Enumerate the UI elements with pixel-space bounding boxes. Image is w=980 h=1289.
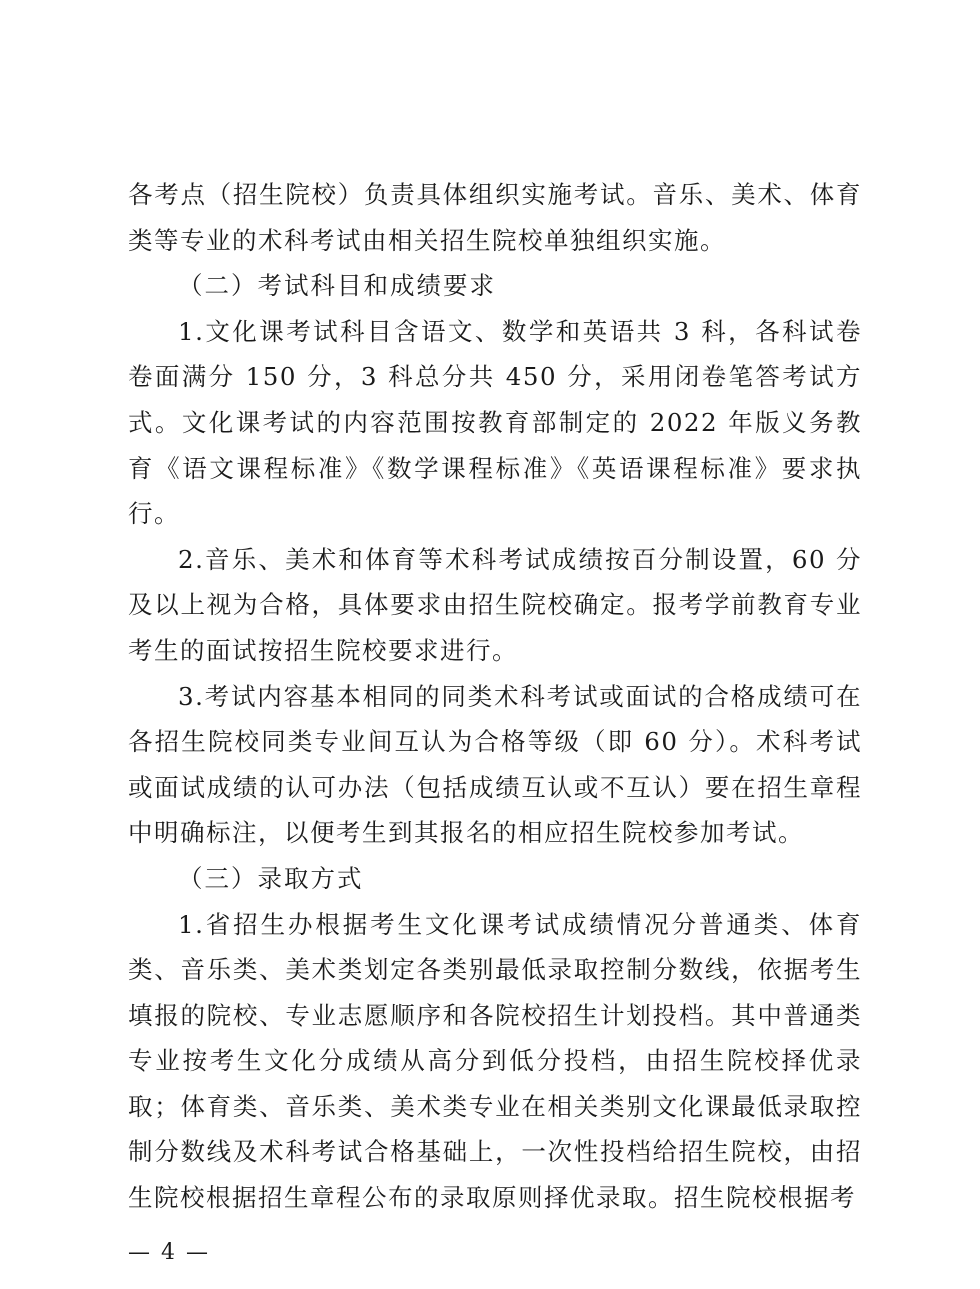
paragraph-culture-subjects: 1.文化课考试科目含语文、数学和英语共 3 科，各科试卷卷面满分 150 分，3 科总分共 450 分，采用闭卷笔答考试方式。文化课考试的内容范围按教育部制定的 2022 年版义务教育《语文课程标准》《数学课程标准》《英语课程标准》要求执行。 — [128, 316, 862, 529]
section-heading-subjects-requirements: （二）考试科目和成绩要求 — [178, 271, 496, 301]
paragraph-exam-organization: 各考点（招生院校）负责具体组织实施考试。音乐、美术、体育类等专业的术科考试由相关招生院校单独组织实施。 — [128, 180, 862, 255]
page-number: — 4 — — [128, 1240, 210, 1265]
paragraph-admission-rules: 1.省招生办根据考生文化课考试成绩情况分普通类、体育类、音乐类、美术类划定各类别最低录取控制分数线，依据考生填报的院校、专业志愿顺序和各院校招生计划投档。其中普通类专业按考生文化分成绩从高分到低分投档，由招生院校择优录取；体育类、音乐类、美术类专业在相关类别文化课最低录取控制分数线及术科考试合格基础上，一次性投档给招生院校，由招生院校根据招生章程公布的录取原则择优录取。招生院校根据考 — [128, 909, 862, 1213]
paragraph-art-sport-scores: 2.音乐、美术和体育等术科考试成绩按百分制设置，60 分及以上视为合格，具体要求由招生院校确定。报考学前教育专业考生的面试按招生院校要求进行。 — [128, 544, 862, 665]
paragraph-score-recognition: 3.考试内容基本相同的同类术科考试或面试的合格成绩可在各招生院校同类专业间互认为合格等级（即 60 分）。术科考试或面试成绩的认可办法（包括成绩互认或不互认）要在招生章程中明确标注，以便考生到其报名的相应招生院校参加考试。 — [128, 681, 862, 848]
document-body — [128, 172, 862, 1221]
section-heading-admission-method: （三）录取方式 — [178, 863, 364, 893]
